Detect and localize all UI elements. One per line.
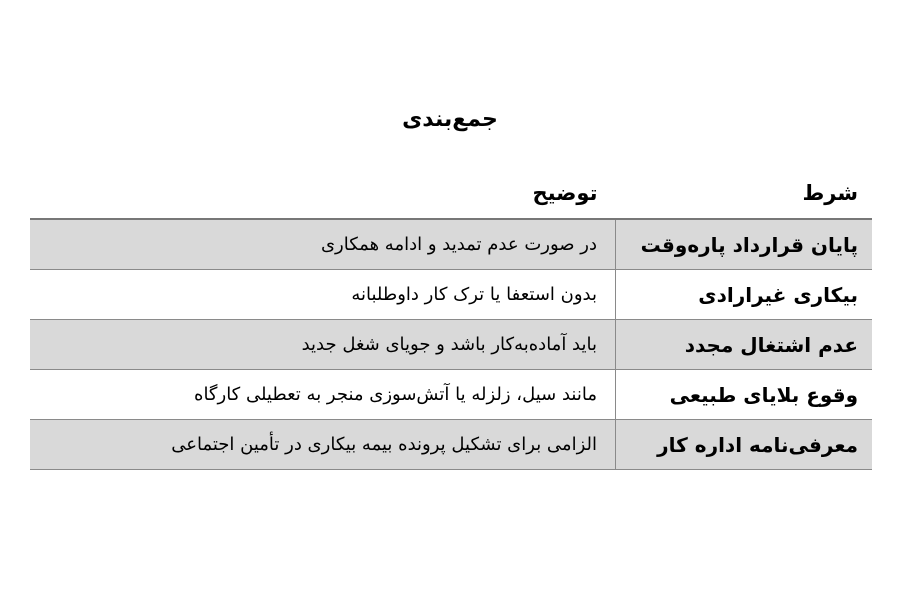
row-description: مانند سیل، زلزله یا آتش‌سوزی منجر به تعطیلی کارگاه (30, 370, 616, 420)
row-condition: بیکاری غیرارادی (616, 270, 873, 320)
header-description: توضیح (30, 168, 616, 219)
table-row (30, 219, 872, 270)
row-condition: معرفی‌نامه اداره کار (616, 420, 873, 470)
table-row (30, 370, 872, 420)
table-row (30, 270, 872, 320)
table-header-row (30, 168, 872, 219)
table-row (30, 320, 872, 370)
table-row (30, 420, 872, 470)
row-description: در صورت عدم تمدید و ادامه همکاری (30, 219, 616, 270)
summary-table (30, 168, 872, 470)
page-title: جمع‌بندی (402, 107, 498, 132)
header-condition: شرط (616, 168, 873, 219)
row-description: باید آماده‌به‌کار باشد و جویای شغل جدید (30, 320, 616, 370)
row-condition: وقوع بلایای طبیعی (616, 370, 873, 420)
row-description: الزامی برای تشکیل پرونده بیمه بیکاری در تأمین اجتماعی (30, 420, 616, 470)
row-condition: پایان قرارداد پاره‌وقت (616, 219, 873, 270)
row-condition: عدم اشتغال مجدد (616, 320, 873, 370)
row-description: بدون استعفا یا ترک کار داوطلبانه (30, 270, 616, 320)
